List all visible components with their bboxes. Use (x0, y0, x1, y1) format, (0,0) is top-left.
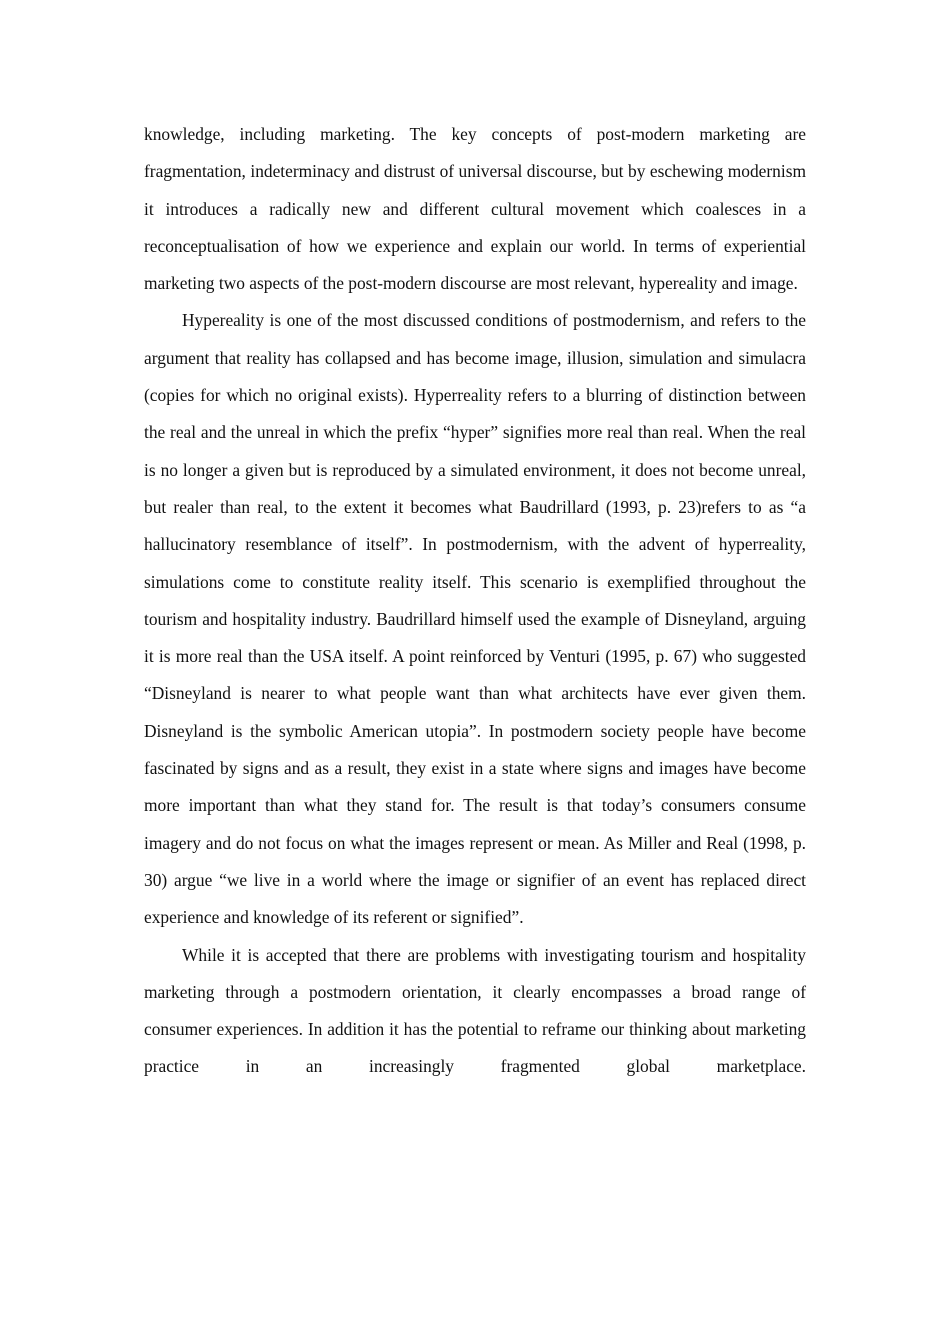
paragraph-hypereality: Hypereality is one of the most discussed conditions of postmodernism, and refers to the argument that reality has collapsed and has become image, illusion, simulation and simulacra (copies for which no original exists). Hyperreality refers to a blurring of distinction between the real and the unreal in which the prefix “hyper” signifies more real than real. When the real is no longer a given but is reproduced by a simulated environment, it does not become unreal, but realer than real, to the extent it becomes what Baudrillard (1993, p. 23)refers to as “a hallucinatory resemblance of itself”. In postmodernism, with the advent of hyperreality, simulations come to constitute reality itself. This scenario is exemplified throughout the tourism and hospitality industry. Baudrillard himself used the example of Disneyland, arguing it is more real than the USA itself. A point reinforced by Venturi (1995, p. 67) who suggested “Disneyland is nearer to what people want than what architects have ever given them. Disneyland is the symbolic American utopia”. In postmodern society people have become fascinated by signs and as a result, they exist in a state where signs and images have become more important than what they stand for. The result is that today’s consumers consume imagery and do not focus on what the images represent or mean. As Miller and Real (1998, p. 30) argue “we live in a world where the image or signifier of an event has replaced direct experience and knowledge of its referent or signified”. (144, 310, 806, 928)
document-page (144, 116, 806, 1086)
paragraph-postmodern-orientation: While it is accepted that there are problems with investigating tourism and hospitality marketing through a postmodern orientation, it clearly encompasses a broad range of consumer experiences. In addition it has the potential to reframe our thinking about marketing practice in an increasingly fragmented global marketplace. (144, 944, 806, 1077)
paragraph-postmodern-marketing: knowledge, including marketing. The key concepts of post-modern marketing are fragmentation, indeterminacy and distrust of universal discourse, but by eschewing modernism it introduces a radically new and different cultural movement which coalesces in a reconceptualisation of how we experience and explain our world. In terms of experiential marketing two aspects of the post-modern discourse are most relevant, hypereality and image. (144, 124, 806, 294)
